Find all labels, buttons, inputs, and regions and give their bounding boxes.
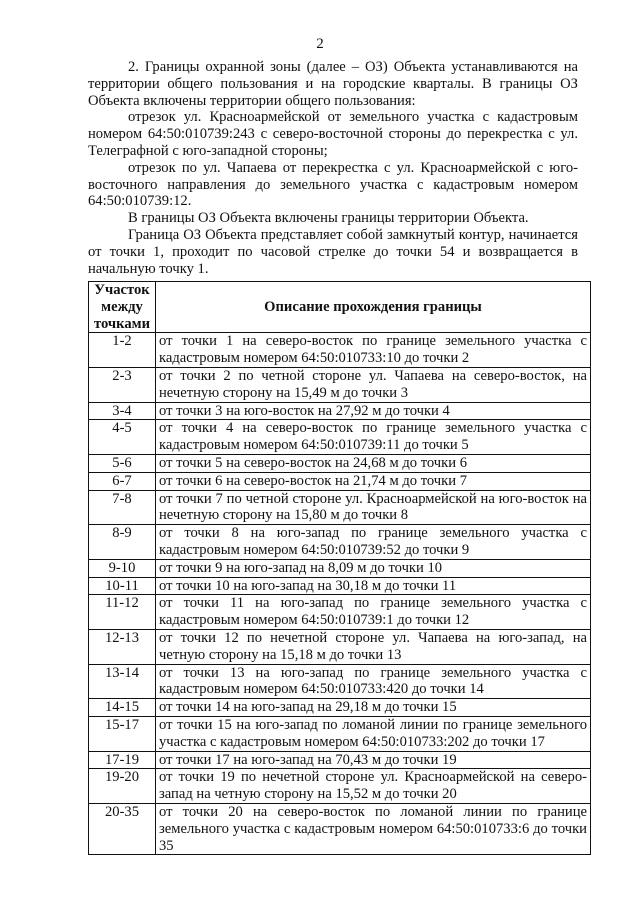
segment-cell: 19-20: [89, 769, 156, 804]
table-row: [89, 402, 591, 420]
description-cell: от точки 20 на северо-восток по ломаной линии по границе земельного участка с кадастровым номером 64:50:010733:6 до точки 35: [156, 803, 591, 854]
segment-cell: 1-2: [89, 333, 156, 368]
table-row: [89, 751, 591, 769]
table-row: [89, 629, 591, 664]
segment-cell: 13-14: [89, 664, 156, 699]
table-row: [89, 525, 591, 560]
description-cell: от точки 10 на юго-запад на 30,18 м до точки 11: [156, 577, 591, 595]
description-cell: от точки 13 на юго-запад по границе земельного участка с кадастровым номером 64:50:010733:420 до точки 14: [156, 664, 591, 699]
paragraph: Граница ОЗ Объекта представляет собой замкнутый контур, начинается от точки 1, проходит по часовой стрелке до точки 54 и возвращается в начальную точку 1.: [88, 226, 578, 277]
table-row: [89, 559, 591, 577]
description-cell: от точки 2 по четной стороне ул. Чапаева на северо-восток, на нечетную сторону на 15,49 м до точки 3: [156, 367, 591, 402]
table-row: [89, 454, 591, 472]
table-row: [89, 699, 591, 717]
description-cell: от точки 11 на юго-запад по границе земельного участка с кадастровым номером 64:50:010739:1 до точки 12: [156, 595, 591, 630]
segment-cell: 20-35: [89, 803, 156, 854]
segment-cell: 17-19: [89, 751, 156, 769]
description-column-header: Описание прохождения границы: [156, 282, 591, 333]
table-row: [89, 664, 591, 699]
table-row: [89, 716, 591, 751]
description-cell: от точки 14 на юго-запад на 29,18 м до точки 15: [156, 699, 591, 717]
description-cell: от точки 9 на юго-запад на 8,09 м до точки 10: [156, 559, 591, 577]
table-row: [89, 803, 591, 854]
table-row: [89, 472, 591, 490]
segment-cell: 11-12: [89, 595, 156, 630]
segment-cell: 5-6: [89, 454, 156, 472]
description-cell: от точки 15 на юго-запад по ломаной линии по границе земельного участка с кадастровым номером 64:50:010733:202 до точки 17: [156, 716, 591, 751]
segment-cell: 7-8: [89, 490, 156, 525]
segment-cell: 14-15: [89, 699, 156, 717]
paragraph: В границы ОЗ Объекта включены границы территории Объекта.: [128, 210, 529, 227]
description-cell: от точки 12 по нечетной стороне ул. Чапаева на юго-запад, на четную сторону на 15,18 м до точки 13: [156, 629, 591, 664]
segment-cell: 6-7: [89, 472, 156, 490]
description-cell: от точки 5 на северо-восток на 24,68 м до точки 6: [156, 454, 591, 472]
table-row: [89, 367, 591, 402]
table-row: [89, 769, 591, 804]
segment-cell: 3-4: [89, 402, 156, 420]
table-row: [89, 595, 591, 630]
segment-cell: 9-10: [89, 559, 156, 577]
table-row: [89, 420, 591, 455]
segment-cell: 10-11: [89, 577, 156, 595]
segment-cell: 12-13: [89, 629, 156, 664]
segment-column-header: Участок между точками: [89, 282, 156, 333]
description-cell: от точки 6 на северо-восток на 21,74 м до точки 7: [156, 472, 591, 490]
description-cell: от точки 8 на юго-запад по границе земельного участка с кадастровым номером 64:50:010739:52 до точки 9: [156, 525, 591, 560]
segment-cell: 8-9: [89, 525, 156, 560]
boundary-table: [88, 281, 591, 855]
table-row: [89, 333, 591, 368]
description-cell: от точки 19 по нечетной стороне ул. Красноармейской на северо-запад на четную сторону на 15,52 м до точки 20: [156, 769, 591, 804]
description-cell: от точки 4 на северо-восток по границе земельного участка с кадастровым номером 64:50:010739:11 до точки 5: [156, 420, 591, 455]
table-row: [89, 490, 591, 525]
table-body: [89, 333, 591, 855]
table-header-row: [89, 282, 591, 333]
description-cell: от точки 3 на юго-восток на 27,92 м до точки 4: [156, 402, 591, 420]
description-cell: от точки 1 на северо-восток по границе земельного участка с кадастровым номером 64:50:010733:10 до точки 2: [156, 333, 591, 368]
table-row: [89, 577, 591, 595]
description-cell: от точки 17 на юго-запад на 70,43 м до точки 19: [156, 751, 591, 769]
segment-cell: 15-17: [89, 716, 156, 751]
page-number: 2: [316, 36, 324, 52]
paragraph: отрезок ул. Красноармейской от земельного участка с кадастровым номером 64:50:010739:243 с северо-восточной стороны до перекрестка с ул. Телеграфной с юго-западной стороны;: [88, 109, 578, 159]
paragraph: 2. Границы охранной зоны (далее – ОЗ) Объекта устанавливаются на территории общего пользования и на городские кварталы. В границы ОЗ Объекта включены территории общего пользования:: [88, 59, 578, 109]
document-body: [88, 59, 578, 277]
description-cell: от точки 7 по четной стороне ул. Красноармейской на юго-восток на нечетную сторону на 15,80 м до точки 8: [156, 490, 591, 525]
segment-cell: 2-3: [89, 367, 156, 402]
paragraph: отрезок по ул. Чапаева от перекрестка с ул. Красноармейской с юго-восточного направления до земельного участка с кадастровым номером 64:50:010739:12.: [88, 159, 578, 210]
segment-cell: 4-5: [89, 420, 156, 455]
